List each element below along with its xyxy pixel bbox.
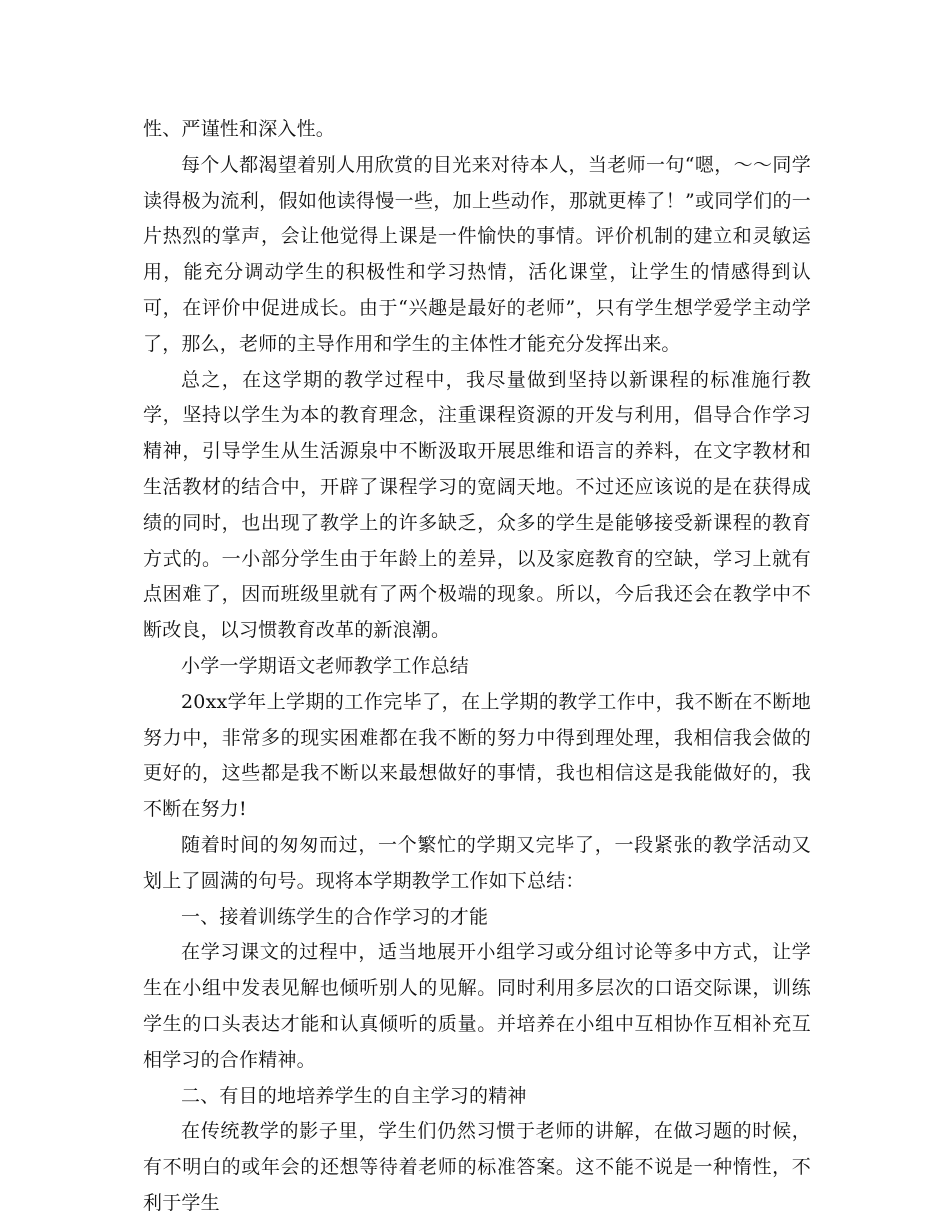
paragraph-intro: 20xx学年上学期的工作完毕了，在上学期的教学工作中，我不断在不断地努力中，非常多的现实困难都在我不断的努力中得到理处理，我相信我会做的更好的，这些都是我不断以来最想做好的事情，我也相信这是我能做好的，我不断在努力! bbox=[143, 690, 811, 821]
document-body bbox=[143, 112, 811, 1222]
heading-one: 一、接着训练学生的合作学习的才能 bbox=[181, 905, 489, 928]
heading-two: 二、有目的地培养学生的自主学习的精神 bbox=[181, 1084, 527, 1107]
section-title: 小学一学期语文老师教学工作总结 bbox=[181, 654, 470, 677]
paragraph-evaluation: 每个人都渴望着别人用欣赏的目光来对待本人，当老师一句“嗯，～～同学读得极为流利，假如他读得慢一些，加上些动作，那就更棒了！”或同学们的一片热烈的掌声，会让他觉得上课是一件愉快的事情。评价机制的建立和灵敏运用，能充分调动学生的积极性和学习热情，活化课堂，让学生的情感得到认可，在评价中促进成长。由于“兴趣是最好的老师”，只有学生想学爱学主动学了，那么，老师的主导作用和学生的主体性才能充分发挥出来。 bbox=[143, 153, 811, 355]
paragraph-continuation: 性、严谨性和深入性。 bbox=[143, 118, 336, 140]
paragraph-cooperation: 在学习课文的过程中，适当地展开小组学习或分组讨论等多中方式，让学生在小组中发表见解也倾听别人的见解。同时利用多层次的口语交际课，训练学生的口头表达才能和认真倾听的质量。并培养在小组中互相协作互相补充互相学习的合作精神。 bbox=[143, 941, 811, 1071]
paragraph-self-study: 在传统教学的影子里，学生们仍然习惯于老师的讲解，在做习题的时候，有不明白的或年会的还想等待着老师的标准答案。这不能不说是一种惰性，不利于学生 bbox=[143, 1120, 811, 1214]
paragraph-overview: 随着时间的匆匆而过，一个繁忙的学期又完毕了，一段紧张的教学活动又划上了圆满的句号。现将本学期教学工作如下总结： bbox=[143, 833, 811, 892]
paragraph-summary: 总之，在这学期的教学过程中，我尽量做到坚持以新课程的标准施行教学，坚持以学生为本的教育理念，注重课程资源的开发与利用，倡导合作学习精神，引导学生从生活源泉中不断汲取开展思维和语言的养料，在文字教材和生活教材的结合中，开辟了课程学习的宽阔天地。不过还应该说的是在获得成绩的同时，也出现了教学上的许多缺乏，众多的学生是能够接受新课程的教育方式的。一小部分学生由于年龄上的差异，以及家庭教育的空缺，学习上就有点困难了，因而班级里就有了两个极端的现象。所以，今后我还会在教学中不断改良，以习惯教育改革的新浪潮。 bbox=[143, 368, 811, 642]
